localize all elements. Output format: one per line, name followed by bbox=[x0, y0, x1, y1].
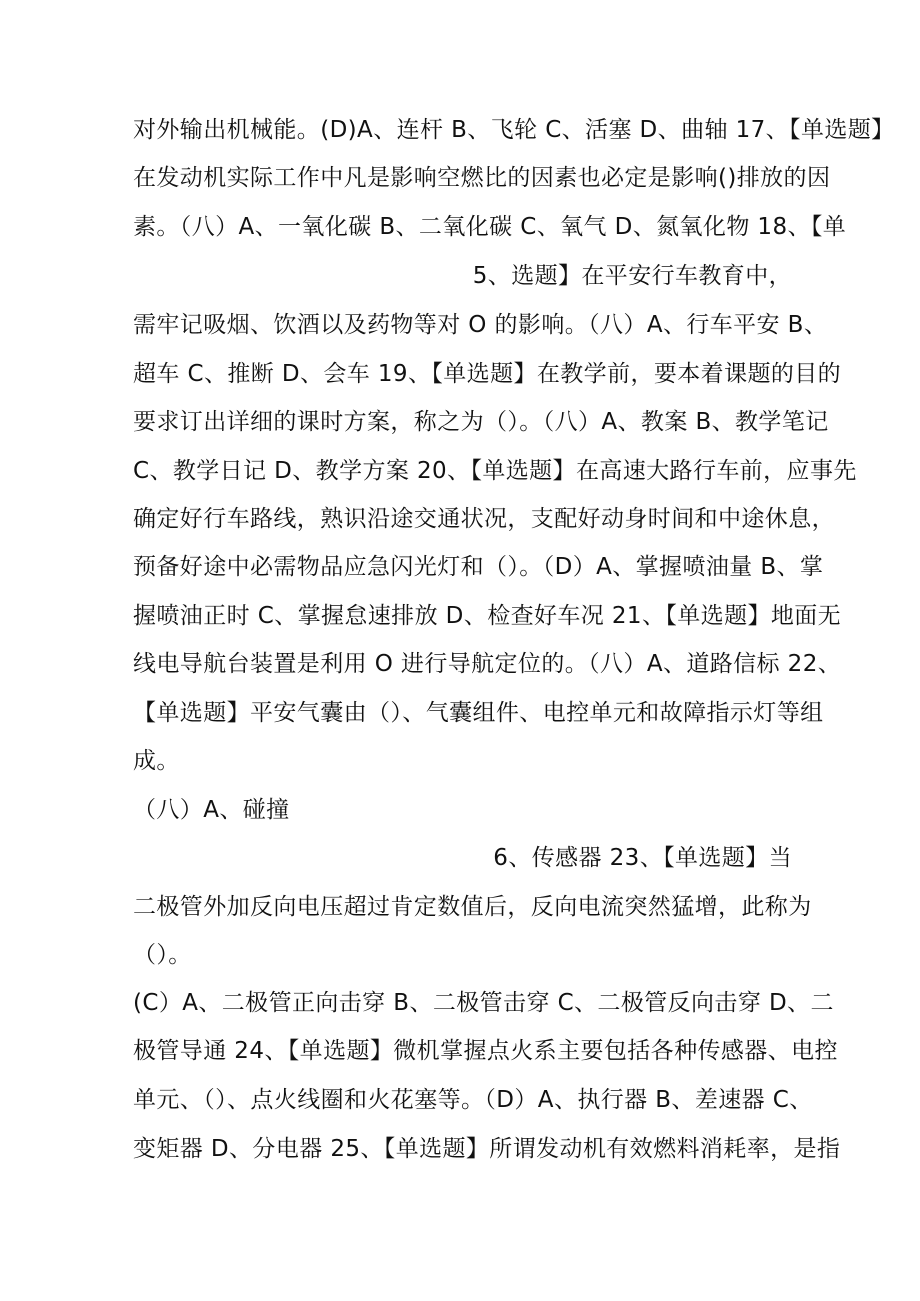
text-line-2: 在发动机实际工作中凡是影响空燃比的因素也必定是影响()排放的因 bbox=[133, 165, 831, 191]
text-line-19: (C）A、二极管正向击穿 B、二极管击穿 C、二极管反向击穿 D、二 bbox=[133, 990, 834, 1016]
text-line-3: 素。（八）A、一氧化碳 B、二氧化碳 C、氧气 D、氮氧化物 18、【单 bbox=[133, 214, 847, 240]
text-line-17: 二极管外加反向电压超过肯定数值后，反向电流突然猛增，此称为 bbox=[133, 894, 812, 920]
text-line-7: 要求订出详细的课时方案，称之为（）。（八）A、教案 B、教学笔记 bbox=[133, 409, 829, 435]
text-line-18: （）。 bbox=[133, 942, 192, 968]
text-line-12: 线电导航台装置是利用 O 进行导航定位的。（八）A、道路信标 22、 bbox=[133, 651, 842, 677]
text-line-4: 5、选题】在平安行车教育中， bbox=[472, 263, 792, 289]
text-line-6: 超车 C、推断 D、会车 19、【单选题】在教学前，要本着课题的目的 bbox=[133, 361, 842, 387]
text-line-21: 单元、（）、点火线圈和火花塞等。（D）A、执行器 B、差速器 C、 bbox=[133, 1087, 813, 1113]
text-line-5: 需牢记吸烟、饮酒以及药物等对 O 的影响。（八）A、行车平安 B、 bbox=[133, 312, 828, 338]
text-line-1: 对外输出机械能。(D)A、连杆 B、飞轮 C、活塞 D、曲轴 17、【单选题】 bbox=[133, 117, 895, 143]
text-line-11: 握喷油正时 C、掌握怠速排放 D、检查好车况 21、【单选题】地面无 bbox=[133, 603, 842, 629]
text-line-13: 【单选题】平安气囊由（）、气囊组件、电控单元和故障指示灯等组 bbox=[133, 700, 824, 726]
text-line-20: 极管导通 24、【单选题】微机掌握点火系主要包括各种传感器、电控 bbox=[133, 1038, 838, 1064]
text-line-8: C、教学日记 D、教学方案 20、【单选题】在高速大路行车前，应事先 bbox=[133, 458, 857, 484]
text-line-15: （八）A、碰撞 bbox=[133, 797, 290, 823]
text-line-9: 确定好行车路线，熟识沿途交通状况，支配好动身时间和中途休息， bbox=[133, 506, 835, 532]
text-line-22: 变矩器 D、分电器 25、【单选题】所谓发动机有效燃料消耗率，是指 bbox=[133, 1136, 841, 1162]
text-line-16: 6、传感器 23、【单选题】当 bbox=[493, 845, 792, 871]
text-line-14: 成。 bbox=[133, 748, 180, 774]
text-line-10: 预备好途中必需物品应急闪光灯和（）。（D）A、掌握喷油量 B、掌 bbox=[133, 554, 824, 580]
